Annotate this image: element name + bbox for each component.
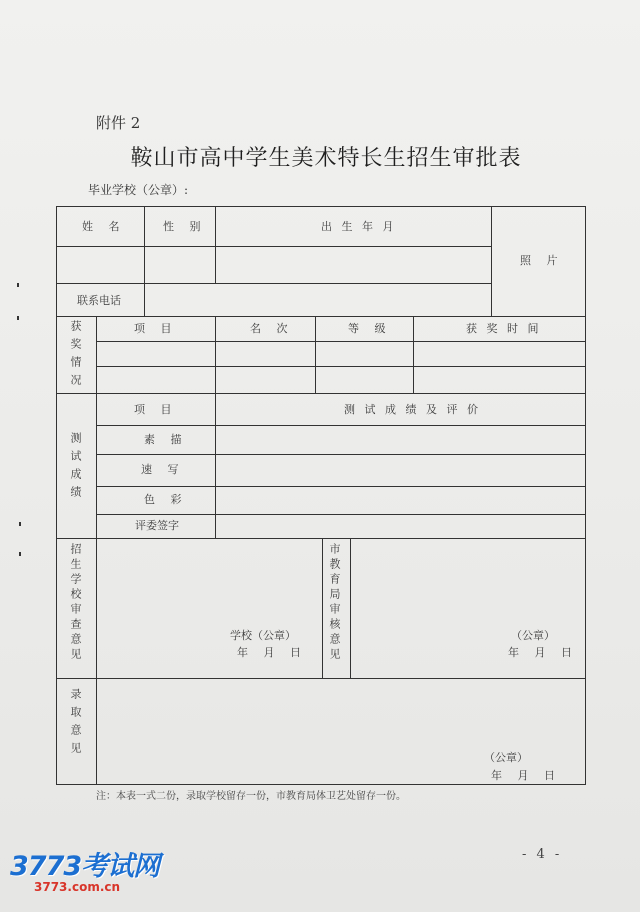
admit-date: 年 月 日 bbox=[491, 769, 561, 782]
page-number: - 4 - bbox=[522, 847, 563, 862]
test-sign-label: 评委签字 bbox=[135, 519, 179, 532]
attachment-label: 附件 2 bbox=[96, 114, 141, 132]
binding-mark bbox=[19, 522, 21, 526]
awards-item-header: 项 目 bbox=[134, 322, 178, 335]
test-color-label: 色 彩 bbox=[144, 493, 188, 506]
watermark-url: 3773.com.cn bbox=[34, 880, 121, 894]
admit-seal: （公章） bbox=[484, 751, 528, 764]
test-result-header: 测 试 成 绩 及 评 价 bbox=[344, 403, 481, 416]
bureau-opinion-label: 市教育局审核意见 bbox=[328, 543, 341, 663]
awards-time-header: 获 奖 时 间 bbox=[466, 322, 542, 335]
school-seal: 学校（公章） bbox=[230, 629, 296, 642]
test-quick-label: 速 写 bbox=[141, 463, 185, 476]
table-border bbox=[57, 207, 586, 785]
gender-label: 性 别 bbox=[163, 220, 207, 233]
form-title: 鞍山市高中学生美术特长生招生审批表 bbox=[130, 146, 522, 171]
school-opinion-label: 招生学校审查意见 bbox=[69, 543, 82, 663]
school-date: 年 月 日 bbox=[237, 646, 307, 659]
awards-level-header: 等 级 bbox=[348, 322, 392, 335]
test-item-header: 项 目 bbox=[134, 403, 178, 416]
photo-label: 照 片 bbox=[520, 254, 564, 267]
watermark-logo: 3773考试网 bbox=[10, 851, 160, 882]
test-sketch-label: 素 描 bbox=[144, 433, 188, 446]
test-section-label: 测试成绩 bbox=[69, 432, 82, 504]
birth-label: 出 生 年 月 bbox=[321, 220, 397, 233]
awards-rank-header: 名 次 bbox=[250, 322, 294, 335]
binding-mark bbox=[17, 316, 19, 320]
binding-mark bbox=[19, 552, 21, 556]
footer-note: 注：本表一式二份，录取学校留存一份，市教育局体卫艺处留存一份。 bbox=[96, 791, 406, 802]
binding-mark bbox=[17, 283, 19, 287]
bureau-date: 年 月 日 bbox=[508, 646, 578, 659]
bureau-seal: （公章） bbox=[511, 629, 555, 642]
phone-label: 联系电话 bbox=[77, 294, 121, 307]
awards-section-label: 获奖情况 bbox=[69, 320, 82, 392]
name-label: 姓 名 bbox=[82, 220, 126, 233]
admit-opinion-label: 录取意见 bbox=[69, 688, 82, 760]
school-label: 毕业学校（公章）: bbox=[88, 183, 189, 197]
